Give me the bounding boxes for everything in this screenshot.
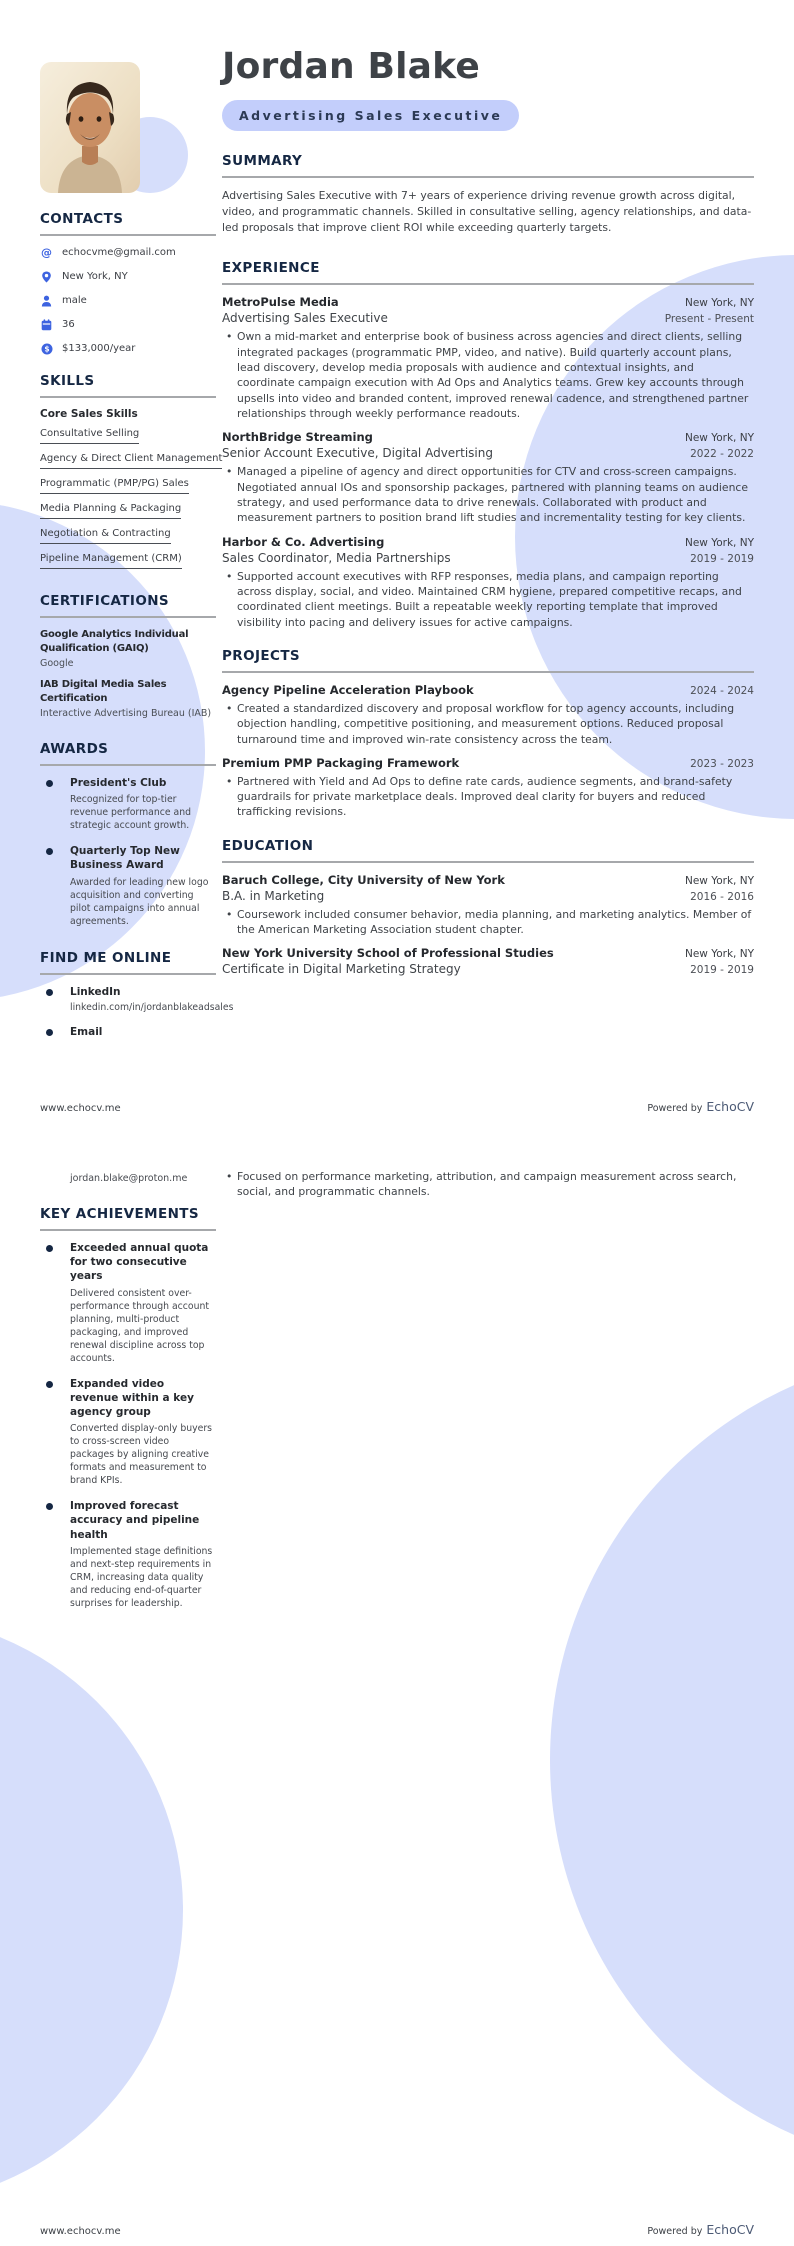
company-name: NorthBridge Streaming <box>222 430 373 445</box>
online-profile-label: LinkedIn <box>70 985 121 998</box>
contact-age-row <box>40 318 216 331</box>
company-name: MetroPulse Media <box>222 295 339 310</box>
achievement-description: Implemented stage definitions and next-step requirements in CRM, increasing data quality and reducing end-of-quarter surprises for leadership. <box>70 1545 213 1609</box>
section-rule <box>40 1229 216 1231</box>
education-bullet-continued: • Focused on performance marketing, attribution, and campaign measurement across search, social, and programmatic channels. <box>222 1169 754 1200</box>
certification-issuer: Interactive Advertising Bureau (IAB) <box>40 708 212 719</box>
education-section <box>222 838 754 977</box>
degree: Certificate in Digital Marketing Strategy <box>222 962 461 977</box>
award-item <box>40 844 216 927</box>
project-item <box>222 683 754 747</box>
company-name: Harbor & Co. Advertising <box>222 534 385 549</box>
job-title-badge: Advertising Sales Executive <box>222 100 519 131</box>
experience-heading: EXPERIENCE <box>222 260 320 277</box>
projects-section <box>222 648 754 820</box>
find-me-online-heading: FIND ME ONLINE <box>40 949 172 966</box>
section-rule <box>40 764 216 766</box>
award-title: Quarterly Top New Business Award <box>70 845 180 872</box>
project-bullet: • Created a standardized discovery and proposal workflow for top agency accounts, including objection handling, competitive positioning, and measurement options. Reduced proposal turnaround time and improved win-rate consistency across the team. <box>222 701 754 747</box>
contact-email-row <box>40 246 216 259</box>
job-title: Advertising Sales Executive <box>222 311 388 326</box>
education-dates: 2016 - 2016 <box>690 890 754 903</box>
project-dates: 2023 - 2023 <box>690 757 754 770</box>
site-url[interactable]: www.echocv.me <box>40 1103 121 1114</box>
linkedin-url[interactable]: linkedin.com/in/jordanblakeadsales <box>70 1001 234 1013</box>
education-dates: 2019 - 2019 <box>690 964 754 977</box>
skills-heading: SKILLS <box>40 373 95 389</box>
skills-group-title: Core Sales Skills <box>40 408 138 420</box>
dollar-icon <box>40 342 53 355</box>
award-description: Awarded for leading new logo acquisition and converting pilot campaigns into annual agreements. <box>70 876 209 927</box>
award-description: Recognized for top-tier revenue performance and strategic account growth. <box>70 794 192 832</box>
certification-item <box>40 628 216 669</box>
main-column-page2 <box>222 1123 754 1200</box>
job-dates: Present - Present <box>664 313 754 326</box>
skill-item: Media Planning & Packaging <box>40 503 181 519</box>
location-icon <box>40 270 53 283</box>
key-achievements-heading: KEY ACHIEVEMENTS <box>40 1206 200 1222</box>
certification-item <box>40 678 216 719</box>
job-title: Sales Coordinator, Media Partnerships <box>222 550 451 565</box>
certification-issuer: Google <box>40 658 74 669</box>
experience-item <box>222 430 754 525</box>
contacts-section <box>40 211 216 355</box>
section-rule <box>40 234 216 236</box>
school-name: Baruch College, City University of New York <box>222 872 505 887</box>
company-location: New York, NY <box>684 536 754 549</box>
online-profile-item <box>40 985 234 1013</box>
experience-bullet: • Own a mid-market and enterprise book of business across agencies and direct clients, selling integrated packages (programmatic PMP, video, and native). Build quarterly account plans, lead discovery, develop media proposals with audience and contextual insights, and coordinate campaign execution with Ad Ops and Analytics teams. Grew key accounts through upsells into video and branded content, improved renewal cadence, and strengthened partner relationships through weekly performance readouts. <box>222 329 754 421</box>
skill-item: Negotiation & Contracting <box>40 528 171 544</box>
key-achievements-section <box>40 1206 216 1610</box>
project-bullet: • Partnered with Yield and Ad Ops to define rate cards, audience segments, and brand-safety guardrails for private marketplace deals. Improved deal clarity for buyers and reduced trafficking revisions. <box>222 774 754 820</box>
school-name: New York University School of Professional Studies <box>222 946 554 961</box>
company-location: New York, NY <box>684 432 754 445</box>
powered-by-prefix: Powered by <box>647 2226 703 2237</box>
page-footer <box>40 2219 754 2238</box>
school-location: New York, NY <box>684 874 754 887</box>
certification-title: IAB Digital Media Sales Certification <box>40 679 167 704</box>
degree: B.A. in Marketing <box>222 888 325 903</box>
profile-photo <box>40 62 140 193</box>
award-item <box>40 776 216 832</box>
experience-section <box>222 260 754 630</box>
calendar-icon <box>40 318 53 331</box>
contact-location-row <box>40 270 216 283</box>
education-item <box>222 873 754 938</box>
education-bullet: • Coursework included consumer behavior, media planning, and marketing analytics. Member of the American Marketing Association student chapter. <box>222 907 754 938</box>
sidebar-column <box>40 0 234 1051</box>
contacts-heading: CONTACTS <box>40 211 124 227</box>
section-rule <box>222 283 754 285</box>
section-rule <box>40 616 216 618</box>
achievement-description: Converted display-only buyers to cross-screen video packages by aligning creative formats and measurement to brand KPIs. <box>70 1423 213 1487</box>
svg-text:$: $ <box>43 344 50 354</box>
page-footer <box>40 1096 754 1115</box>
company-location: New York, NY <box>684 297 754 310</box>
decorative-blob-bottom-left <box>0 1615 183 2205</box>
achievement-title: Improved forecast accuracy and pipeline health <box>70 1500 200 1541</box>
online-profile-label: Email <box>70 1025 103 1038</box>
echocv-brand[interactable]: EchoCV <box>706 2222 754 2237</box>
experience-bullet: • Supported account executives with RFP responses, media plans, and campaign reporting across display, social, and video. Maintained CRM hygiene, prepared competitive recaps, and coordinated client meetings. Built a repeatable weekly reporting template that improved visibility into pacing and delivery issues for active campaigns. <box>222 569 754 630</box>
contact-gender-row <box>40 294 216 307</box>
skill-item: Consultative Selling <box>40 428 139 444</box>
award-title: President's Club <box>70 777 167 789</box>
achievement-title: Exceeded annual quota for two consecutive years <box>70 1242 209 1283</box>
main-column <box>222 0 754 985</box>
contact-salary: $133,000/year <box>62 343 136 354</box>
find-me-online-section <box>40 949 234 1039</box>
awards-section <box>40 741 216 928</box>
certification-title: Google Analytics Individual Qualification (GAIQ) <box>40 629 189 654</box>
sidebar-column-page2 <box>40 1123 216 1622</box>
job-title: Senior Account Executive, Digital Advertising <box>222 446 493 461</box>
job-dates: 2019 - 2019 <box>690 552 754 565</box>
achievement-item <box>40 1377 216 1488</box>
summary-heading: SUMMARY <box>222 153 303 169</box>
section-rule <box>222 861 754 863</box>
project-title: Agency Pipeline Acceleration Playbook <box>222 682 474 697</box>
powered-by <box>647 2219 754 2238</box>
person-icon <box>40 294 53 307</box>
experience-item <box>222 535 754 630</box>
section-rule <box>40 973 216 975</box>
echocv-brand[interactable]: EchoCV <box>706 1099 754 1114</box>
achievement-description: Delivered consistent over-performance through account planning, multi-product packaging, and improved renewal discipline across top accounts. <box>70 1287 210 1364</box>
contact-email[interactable]: echocvme@gmail.com <box>62 247 176 258</box>
achievement-item <box>40 1241 216 1365</box>
skill-item: Pipeline Management (CRM) <box>40 553 182 569</box>
project-dates: 2024 - 2024 <box>690 684 754 697</box>
contact-location: New York, NY <box>62 271 128 282</box>
at-icon: @ <box>41 246 52 259</box>
contact-age: 36 <box>62 319 75 330</box>
section-rule <box>40 396 216 398</box>
powered-by <box>647 1096 754 1115</box>
site-url[interactable]: www.echocv.me <box>40 2226 121 2237</box>
summary-section <box>222 153 754 235</box>
summary-text: Advertising Sales Executive with 7+ years of experience driving revenue growth across digital, video, and programmatic channels. Skilled in consultative selling, agency relationships, and data-led proposals that improve client ROI while exceeding quarterly targets. <box>222 189 752 234</box>
project-item <box>222 756 754 820</box>
section-rule <box>222 176 754 178</box>
resume-page-2 <box>0 1123 794 2246</box>
skill-item: Programmatic (PMP/PG) Sales <box>40 478 189 494</box>
decorative-blob-bottom-right <box>550 1350 794 2170</box>
projects-heading: PROJECTS <box>222 647 301 664</box>
email-address[interactable]: jordan.blake@proton.me <box>70 1173 188 1184</box>
experience-bullet: • Managed a pipeline of agency and direct opportunities for CTV and cross-screen campaigns. Negotiated annual IOs and sponsorship packages, partnered with planning teams on audience strategy, and used performance data to drive renewals. Collaborated with product and measurement partners to position brand lift studies and incrementality testing for key clients. <box>222 464 754 525</box>
online-profile-item <box>40 1025 216 1039</box>
certifications-section <box>40 593 216 719</box>
achievement-title: Expanded video revenue within a key agency group <box>70 1377 194 1418</box>
project-title: Premium PMP Packaging Framework <box>222 755 460 770</box>
skills-section <box>40 373 223 569</box>
education-item <box>222 946 754 976</box>
section-rule <box>222 671 754 673</box>
profile-photo-graphic <box>40 62 140 193</box>
contact-gender: male <box>62 295 87 306</box>
certifications-heading: CERTIFICATIONS <box>40 593 170 609</box>
education-heading: EDUCATION <box>222 837 314 854</box>
contact-salary-row <box>40 342 216 355</box>
person-name: Jordan Blake <box>222 46 480 87</box>
school-location: New York, NY <box>684 948 754 961</box>
skill-item: Agency & Direct Client Management <box>40 453 222 469</box>
experience-item <box>222 295 754 421</box>
achievement-item <box>40 1499 216 1610</box>
job-dates: 2022 - 2022 <box>690 448 754 461</box>
awards-heading: AWARDS <box>40 741 109 757</box>
powered-by-prefix: Powered by <box>647 1103 703 1114</box>
